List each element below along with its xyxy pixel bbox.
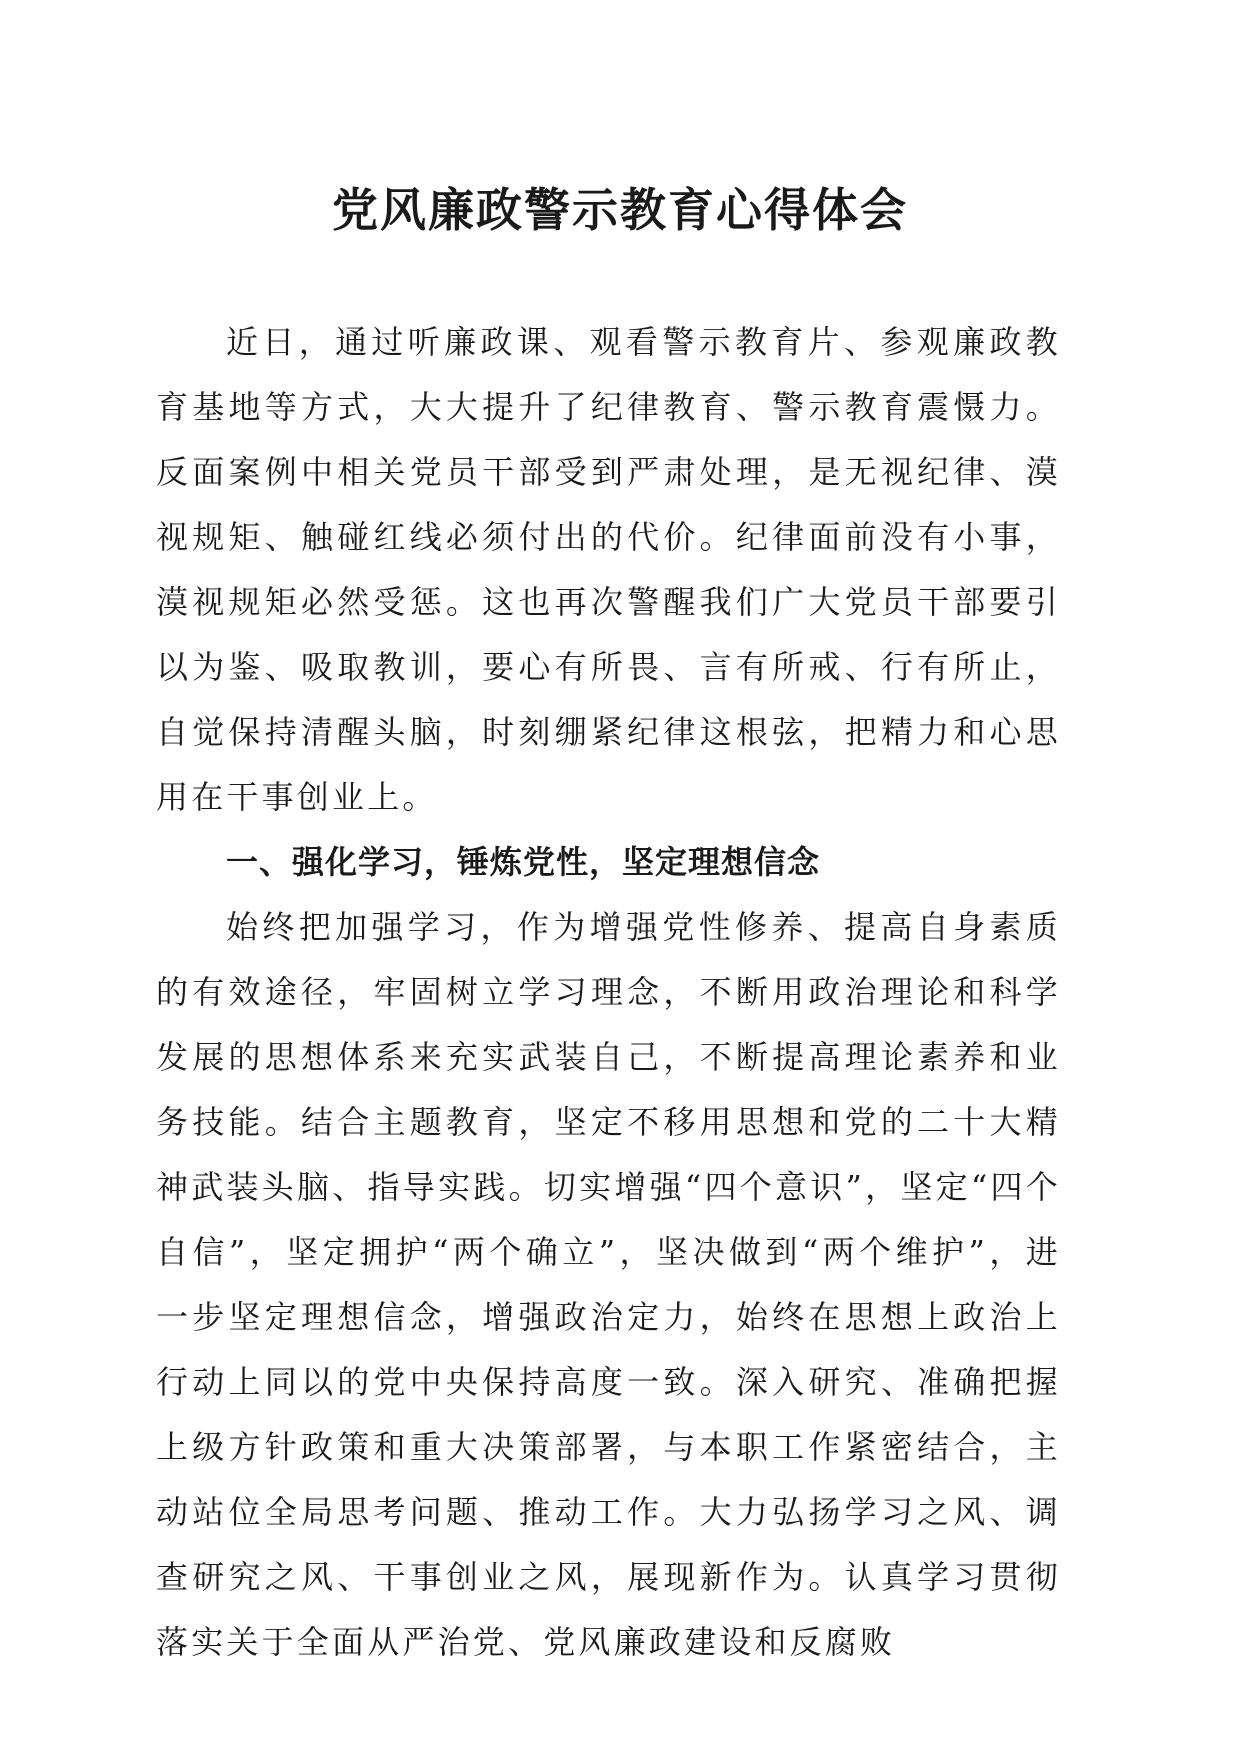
intro-paragraph: 近日，通过听廉政课、观看警示教育片、参观廉政教育基地等方式，大大提升了纪律教育、警示教育震慑力。反面案例中相关党员干部受到严肃处理，是无视纪律、漠视规矩、触碰红线必须付出的代价。纪律面前没有小事，漠视规矩必然受惩。这也再次警醒我们广大党员干部要引以为鉴、吸取教训，要心有所畏、言有所戒、行有所止，自觉保持清醒头脑，时刻绷紧纪律这根弦，把精力和心思用在干事创业上。: [156, 323, 1061, 816]
section-heading-1: 一、强化学习，锤炼党性，坚定理想信念: [226, 843, 821, 881]
document-body: [156, 310, 1061, 1675]
section-paragraph-1: 始终把加强学习，作为增强党性修养、提高自身素质的有效途径，牢固树立学习理念，不断用政治理论和科学发展的思想体系来充实武装自己，不断提高理论素养和业务技能。结合主题教育，坚定不移用思想和党的二十大精神武装头脑、指导实践。切实增强“四个意识”，坚定“四个自信”，坚定拥护“两个确立”，坚决做到“两个维护”，进一步坚定理想信念，增强政治定力，始终在思想上政治上行动上同以的党中央保持高度一致。深入研究、准确把握上级方针政策和重大决策部署，与本职工作紧密结合，主动站位全局思考问题、推动工作。大力弘扬学习之风、调查研究之风、干事创业之风，展现新作为。认真学习贯彻落实关于全面从严治党、党风廉政建设和反腐败: [156, 908, 1061, 1661]
document-title: 党风廉政警示教育心得体会: [332, 183, 908, 237]
